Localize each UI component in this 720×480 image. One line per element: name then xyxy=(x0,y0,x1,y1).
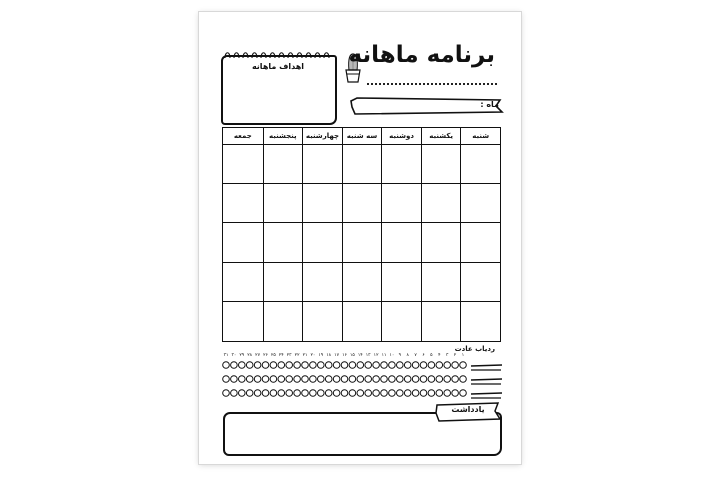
habit-circle[interactable] xyxy=(444,390,451,397)
habit-day-number: ۲۸ xyxy=(247,353,253,358)
habit-day-number: ۱۷ xyxy=(334,353,340,358)
calendar-day-cell[interactable] xyxy=(381,184,421,223)
calendar-day-cell[interactable] xyxy=(302,302,342,341)
calendar-day-cell[interactable] xyxy=(302,263,342,302)
calendar-day-cell[interactable] xyxy=(342,302,382,341)
planner-sheet xyxy=(199,12,521,464)
habit-circle[interactable] xyxy=(341,362,348,369)
habit-day-number: ۱۱ xyxy=(381,353,387,358)
calendar-day-cell[interactable] xyxy=(421,263,461,302)
habit-circle[interactable] xyxy=(404,376,411,383)
habit-circle[interactable] xyxy=(341,376,348,383)
calendar-day-cell[interactable] xyxy=(223,302,263,341)
habit-circle[interactable] xyxy=(420,390,427,397)
habit-day-number: ۴ xyxy=(438,353,441,358)
habit-circle[interactable] xyxy=(460,362,467,369)
habit-circle[interactable] xyxy=(381,376,388,383)
habit-circle[interactable] xyxy=(262,390,269,397)
habit-name-line[interactable] xyxy=(471,365,502,366)
habit-circle[interactable] xyxy=(412,362,419,369)
habit-circle[interactable] xyxy=(389,390,396,397)
habit-day-number: ۵ xyxy=(430,353,433,358)
habit-circle[interactable] xyxy=(420,376,427,383)
calendar-day-cell[interactable] xyxy=(381,145,421,184)
habit-day-number: ۱۵ xyxy=(349,353,355,358)
habit-circle[interactable] xyxy=(302,376,309,383)
habit-day-number: ۲۲ xyxy=(294,353,300,358)
habit-circle[interactable] xyxy=(373,362,380,369)
monthly-calendar-grid xyxy=(222,127,501,342)
habit-day-number: ۳۱ xyxy=(223,353,229,358)
day-header: جمعه xyxy=(223,128,263,145)
habit-day-number: ۲۳ xyxy=(286,353,292,358)
calendar-day-cell[interactable] xyxy=(302,184,342,223)
habit-circle[interactable] xyxy=(262,376,269,383)
habit-circle[interactable] xyxy=(357,376,364,383)
habit-circle[interactable] xyxy=(246,362,253,369)
habit-circle[interactable] xyxy=(452,390,459,397)
habit-circle[interactable] xyxy=(286,376,293,383)
cactus-icon xyxy=(342,50,364,84)
habit-circle[interactable] xyxy=(404,390,411,397)
habit-circle[interactable] xyxy=(333,390,340,397)
habit-circle[interactable] xyxy=(254,390,261,397)
habit-day-number: ۲۶ xyxy=(263,353,268,358)
habit-circle[interactable] xyxy=(246,390,253,397)
habit-circle[interactable] xyxy=(333,376,340,383)
habit-circle[interactable] xyxy=(397,376,404,383)
habit-circle[interactable] xyxy=(436,376,443,383)
habit-circle[interactable] xyxy=(318,376,325,383)
habit-circle[interactable] xyxy=(310,362,317,369)
day-header: سه شنبه xyxy=(342,128,382,145)
habit-circle[interactable] xyxy=(381,390,388,397)
habit-circle[interactable] xyxy=(373,390,380,397)
habit-circle[interactable] xyxy=(412,376,419,383)
calendar-day-cell[interactable] xyxy=(421,302,461,341)
calendar-day-cell[interactable] xyxy=(421,145,461,184)
habit-circle[interactable] xyxy=(357,362,364,369)
habit-day-number: ۱ xyxy=(461,353,465,358)
habit-circle[interactable] xyxy=(397,390,404,397)
habit-circle[interactable] xyxy=(254,362,261,369)
habit-day-number: ۳۰ xyxy=(231,353,237,358)
monthly-goals-label: اهداف ماهانه xyxy=(251,62,305,71)
day-header: دوشنبه xyxy=(381,128,421,145)
habit-circle[interactable] xyxy=(278,376,285,383)
habit-circle[interactable] xyxy=(239,362,246,369)
habit-circle[interactable] xyxy=(436,390,443,397)
month-field-label[interactable]: ماه : xyxy=(480,100,499,109)
habit-circle[interactable] xyxy=(389,362,396,369)
habit-circle[interactable] xyxy=(223,376,230,383)
calendar-day-cell[interactable] xyxy=(263,145,303,184)
habit-circle[interactable] xyxy=(239,390,246,397)
calendar-day-cell[interactable] xyxy=(460,223,500,262)
habit-circle[interactable] xyxy=(452,376,459,383)
habit-circle[interactable] xyxy=(310,376,317,383)
calendar-day-cell[interactable] xyxy=(421,184,461,223)
habit-circle[interactable] xyxy=(325,376,332,383)
calendar-day-cell[interactable] xyxy=(460,145,500,184)
habit-circle[interactable] xyxy=(349,376,356,383)
habit-circle[interactable] xyxy=(318,362,325,369)
habit-day-number: ۲۹ xyxy=(239,353,245,358)
calendar-day-cell[interactable] xyxy=(223,223,263,262)
habit-day-number: ۱۴ xyxy=(357,353,363,358)
habit-circle[interactable] xyxy=(278,390,285,397)
calendar-day-cell[interactable] xyxy=(460,302,500,341)
habit-circle[interactable] xyxy=(270,390,277,397)
title-dotted-underline xyxy=(367,83,497,85)
habit-circle[interactable] xyxy=(444,376,451,383)
habit-day-number: ۱۰ xyxy=(389,353,395,358)
habit-day-number: ۳ xyxy=(445,353,449,358)
habit-circle[interactable] xyxy=(310,390,317,397)
habit-circle[interactable] xyxy=(397,362,404,369)
habit-circle[interactable] xyxy=(444,362,451,369)
habit-circle[interactable] xyxy=(428,390,435,397)
habit-day-number: ۱۶ xyxy=(342,353,347,358)
habit-day-number: ۱۸ xyxy=(326,353,332,358)
habit-circle[interactable] xyxy=(452,362,459,369)
habit-circle[interactable] xyxy=(412,390,419,397)
day-header: شنبه xyxy=(460,128,500,145)
habit-day-number: ۱۲ xyxy=(373,353,379,358)
calendar-day-cell[interactable] xyxy=(263,263,303,302)
habit-circle[interactable] xyxy=(286,390,293,397)
habit-day-number: ۲۰ xyxy=(310,353,316,358)
habit-circle[interactable] xyxy=(357,390,364,397)
habit-name-line[interactable] xyxy=(471,379,502,380)
calendar-day-cell[interactable] xyxy=(263,223,303,262)
day-header: چهارشنبه xyxy=(302,128,342,145)
calendar-day-cell[interactable] xyxy=(263,302,303,341)
habit-circle[interactable] xyxy=(246,376,253,383)
habit-circle[interactable] xyxy=(341,390,348,397)
habit-circle[interactable] xyxy=(325,362,332,369)
habit-circle[interactable] xyxy=(223,390,230,397)
habit-day-number: ۲۵ xyxy=(270,353,276,358)
habit-circle[interactable] xyxy=(373,376,380,383)
habit-circle[interactable] xyxy=(294,376,301,383)
habit-circle[interactable] xyxy=(428,362,435,369)
calendar-day-cell[interactable] xyxy=(381,223,421,262)
habit-circle[interactable] xyxy=(302,390,309,397)
calendar-day-cell[interactable] xyxy=(342,223,382,262)
calendar-day-cell[interactable] xyxy=(223,263,263,302)
calendar-day-cell[interactable] xyxy=(342,145,382,184)
habit-name-line[interactable] xyxy=(471,393,502,394)
habit-circle[interactable] xyxy=(325,390,332,397)
habit-day-number: ۶ xyxy=(422,353,425,358)
habit-circle[interactable] xyxy=(436,362,443,369)
habit-circle[interactable] xyxy=(302,362,309,369)
habit-day-number: ۲ xyxy=(453,353,457,358)
habit-day-number: ۲۴ xyxy=(278,353,284,358)
habit-tracker-grid xyxy=(219,359,504,399)
calendar-day-cell[interactable] xyxy=(302,145,342,184)
page-title: برنامه ماهانه xyxy=(348,42,495,68)
habit-circle[interactable] xyxy=(294,362,301,369)
habit-circle[interactable] xyxy=(381,362,388,369)
habit-circle[interactable] xyxy=(349,390,356,397)
habit-day-number: ۱۹ xyxy=(318,353,324,358)
habit-circle[interactable] xyxy=(278,362,285,369)
habit-circle[interactable] xyxy=(365,390,372,397)
habit-day-number: ۲۷ xyxy=(255,353,261,358)
habit-circle[interactable] xyxy=(223,362,230,369)
habit-circle[interactable] xyxy=(389,376,396,383)
habit-circle[interactable] xyxy=(460,390,467,397)
calendar-day-cell[interactable] xyxy=(460,184,500,223)
calendar-day-cell[interactable] xyxy=(302,223,342,262)
habit-circle[interactable] xyxy=(286,362,293,369)
habit-circle[interactable] xyxy=(428,376,435,383)
calendar-day-cell[interactable] xyxy=(460,263,500,302)
habit-circle[interactable] xyxy=(231,362,238,369)
day-header: یکشنبه xyxy=(421,128,461,145)
calendar-day-cell[interactable] xyxy=(381,263,421,302)
calendar-day-cell[interactable] xyxy=(342,184,382,223)
calendar-day-cell[interactable] xyxy=(223,184,263,223)
habit-circle[interactable] xyxy=(254,376,261,383)
habit-day-number: ۲۱ xyxy=(302,353,308,358)
day-header: پنجشنبه xyxy=(263,128,303,145)
habit-day-number: ۷ xyxy=(414,353,417,358)
habit-circle[interactable] xyxy=(262,362,269,369)
notes-label: یادداشت xyxy=(451,405,485,414)
calendar-day-cell[interactable] xyxy=(342,263,382,302)
habit-circle[interactable] xyxy=(318,390,325,397)
habit-circle[interactable] xyxy=(270,376,277,383)
habit-circle[interactable] xyxy=(349,362,356,369)
habit-circle[interactable] xyxy=(270,362,277,369)
habit-circle[interactable] xyxy=(365,376,372,383)
calendar-day-cell[interactable] xyxy=(223,145,263,184)
habit-day-number: ۱۳ xyxy=(365,353,371,358)
habit-circle[interactable] xyxy=(460,376,467,383)
calendar-day-cell[interactable] xyxy=(421,223,461,262)
habit-circle[interactable] xyxy=(404,362,411,369)
habit-circle[interactable] xyxy=(420,362,427,369)
habit-circle[interactable] xyxy=(365,362,372,369)
habit-day-number: ۸ xyxy=(406,353,409,358)
habit-circle[interactable] xyxy=(333,362,340,369)
habit-circle[interactable] xyxy=(231,390,238,397)
calendar-day-cell[interactable] xyxy=(263,184,303,223)
habit-circle[interactable] xyxy=(239,376,246,383)
habit-circle[interactable] xyxy=(231,376,238,383)
habit-circle[interactable] xyxy=(294,390,301,397)
habit-day-number: ۹ xyxy=(398,353,401,358)
calendar-day-cell[interactable] xyxy=(381,302,421,341)
habit-tracker-label: ردیاب عادت xyxy=(454,345,495,353)
